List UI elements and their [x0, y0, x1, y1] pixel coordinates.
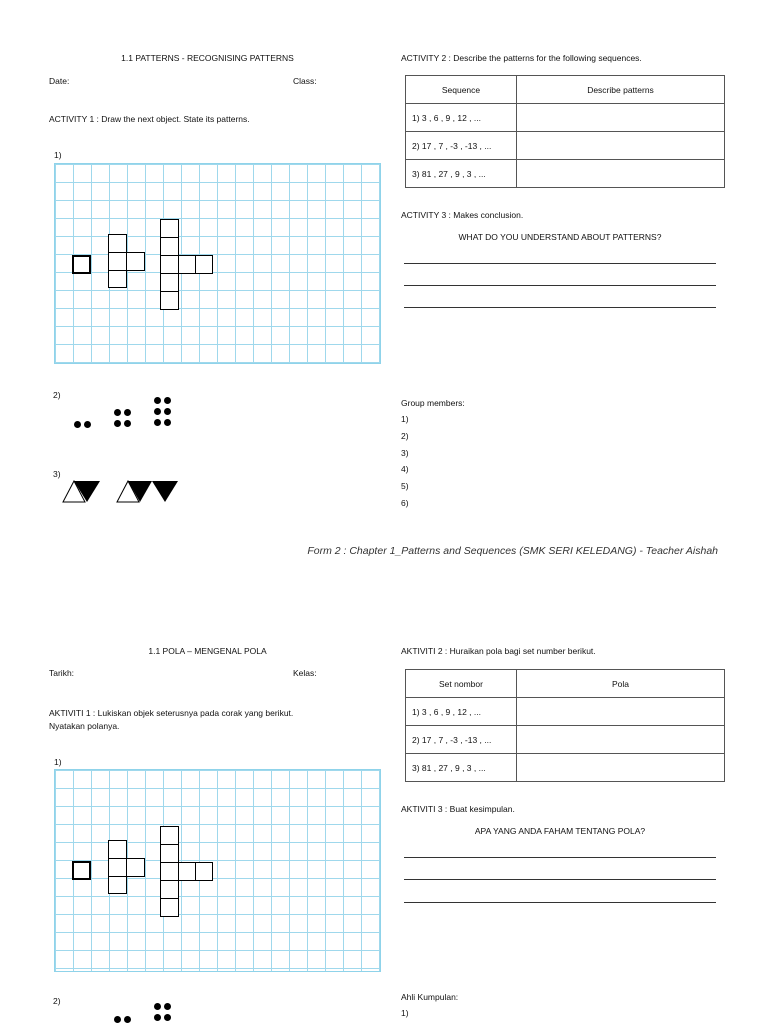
- table-header-patterns: Describe patterns: [517, 76, 725, 104]
- question-1-number: 1): [54, 757, 62, 767]
- grid-paper: [54, 769, 381, 972]
- answer-cell[interactable]: [517, 698, 725, 726]
- aktiviti2-heading: AKTIVITI 2 : Huraikan pola bagi set number berikut.: [401, 646, 596, 656]
- answer-cell[interactable]: [517, 726, 725, 754]
- conclusion-question: APA YANG ANDA FAHAM TENTANG POLA?: [474, 826, 646, 836]
- answer-line: [404, 857, 716, 858]
- sequence-table: [405, 75, 725, 188]
- activity2-heading: ACTIVITY 2 : Describe the patterns for the following sequences.: [401, 53, 642, 63]
- answer-line: [404, 263, 716, 264]
- conclusion-question: WHAT DO YOU UNDERSTAND ABOUT PATTERNS?: [458, 232, 662, 242]
- sequence-cell: 2) 17 , 7 , -3 , -13 , ...: [406, 726, 517, 754]
- answer-cell[interactable]: [517, 104, 725, 132]
- question-3-number: 3): [53, 469, 61, 479]
- table-header-pola: Pola: [517, 670, 725, 698]
- group-members-label: Group members:: [401, 398, 465, 408]
- aktiviti3-heading: AKTIVITI 3 : Buat kesimpulan.: [401, 804, 515, 814]
- question-2-number: 2): [53, 390, 61, 400]
- answer-cell[interactable]: [517, 132, 725, 160]
- grid-paper: [54, 163, 381, 364]
- sheet1-title: 1.1 PATTERNS - RECOGNISING PATTERNS: [121, 53, 294, 63]
- answer-line: [404, 307, 716, 308]
- date-label: Date:: [49, 76, 70, 86]
- member-2: 2): [401, 431, 409, 441]
- sequence-table: [405, 669, 725, 782]
- table-header-set-nombor: Set nombor: [406, 670, 517, 698]
- activity1-heading: ACTIVITY 1 : Draw the next object. State its patterns.: [49, 114, 250, 124]
- member-3: 3): [401, 448, 409, 458]
- aktiviti1-heading: AKTIVITI 1 : Lukiskan objek seterusnya pada corak yang berikut.: [49, 708, 294, 718]
- table-header-sequence: Sequence: [406, 76, 517, 104]
- sequence-cell: 3) 81 , 27 , 9 , 3 , ...: [406, 754, 517, 782]
- question-1-number: 1): [54, 150, 62, 160]
- member-1: 1): [401, 414, 409, 424]
- sheet2-title: 1.1 POLA – MENGENAL POLA: [148, 646, 267, 656]
- member-5: 5): [401, 481, 409, 491]
- question-2-number: 2): [53, 996, 61, 1006]
- sequence-cell: 1) 3 , 6 , 9 , 12 , ...: [406, 104, 517, 132]
- sequence-cell: 3) 81 , 27 , 9 , 3 , ...: [406, 160, 517, 188]
- triangle-pattern: [60, 478, 185, 504]
- activity3-heading: ACTIVITY 3 : Makes conclusion.: [401, 210, 524, 220]
- member-4: 4): [401, 464, 409, 474]
- answer-cell[interactable]: [517, 160, 725, 188]
- answer-cell[interactable]: [517, 754, 725, 782]
- group-members-label: Ahli Kumpulan:: [401, 992, 459, 1002]
- member-1: 1): [401, 1008, 409, 1018]
- answer-line: [404, 902, 716, 903]
- aktiviti1-subheading: Nyatakan polanya.: [49, 721, 120, 731]
- answer-line: [404, 879, 716, 880]
- tarikh-label: Tarikh:: [49, 668, 75, 678]
- class-label: Class:: [293, 76, 317, 86]
- page-footer: Form 2 : Chapter 1_Patterns and Sequences (SMK SERI KELEDANG) - Teacher Aishah: [307, 545, 718, 557]
- member-6: 6): [401, 498, 409, 508]
- kelas-label: Kelas:: [293, 668, 317, 678]
- sequence-cell: 1) 3 , 6 , 9 , 12 , ...: [406, 698, 517, 726]
- answer-line: [404, 285, 716, 286]
- sequence-cell: 2) 17 , 7 , -3 , -13 , ...: [406, 132, 517, 160]
